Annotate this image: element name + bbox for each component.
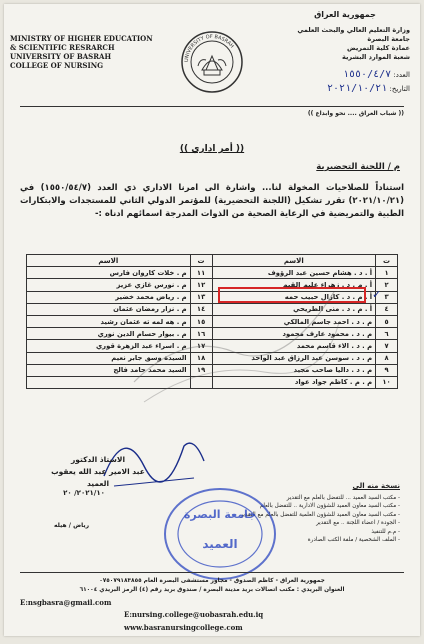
highlight-box [218, 287, 366, 303]
committee-table [26, 254, 398, 389]
member-name: م . رياض محمد خضير [27, 291, 191, 303]
dean-line: العميد [86, 479, 110, 488]
member-name: م . نزار رمضان عثمان [27, 303, 191, 315]
number-label: العدد: [393, 71, 410, 79]
date-value: ٢٠٢١/١٠/٢١ [327, 83, 388, 94]
member-name: م . نورس غازي عزيز [27, 279, 191, 291]
header-ar-line: جامعة البصرة [367, 35, 410, 43]
member-name: م . م . كاظم جواد عواد [212, 376, 376, 388]
number-value: ١٥٥٠/٤/٧ [342, 69, 392, 80]
header-divider [20, 106, 404, 107]
table-row [27, 303, 398, 315]
row-number: ١١ [190, 267, 212, 279]
row-number: ١ [376, 267, 398, 279]
row-number: ١٣ [190, 291, 212, 303]
list-item: - مكتب السيد معاون العميد للشؤون العلمية للتفضل بالعلم مع التقدير [210, 511, 400, 519]
row-number: ٣ [376, 291, 398, 303]
member-name: م . اسراء عبد الزهرة قوري [27, 340, 191, 352]
member-name: م . خلات كاروان فارس [27, 267, 191, 279]
list-item: - مكتب السيد العميد ... للتفضل بالعلم مع التقدير [210, 494, 400, 502]
member-name: م . د . داليا صاحب مجيد [212, 364, 376, 376]
header-en-line: & SCIENTIFIC RESRARCH [10, 43, 115, 52]
member-name: السيدة وسق جابر نعيم [27, 352, 191, 364]
dean-block [28, 454, 168, 490]
row-number: ١٠ [376, 376, 398, 388]
row-number [190, 376, 212, 388]
member-name: أ . م . د . منى الطريحي [212, 303, 376, 315]
header-ar-line: عمادة كلية التمريض [347, 44, 410, 52]
official-stamp [160, 474, 280, 594]
name-header: الاسم [27, 255, 191, 267]
list-item: - الملف الشخصية / ملفة الكتب الصادرة [210, 536, 400, 544]
member-name: أ . م . د . زهراء عليم القيم [212, 279, 376, 291]
row-number: ١٥ [190, 315, 212, 327]
footer-postal: العنوان البريدي : مكتب اتصالات بريد مدينة البصرة / صندوق بريد رقم (٤) الرمز البريدي ٦١٠٠٤ [79, 587, 345, 593]
republic-label: جمهورية العراق [314, 10, 376, 19]
row-number: ٥ [376, 315, 398, 327]
stamp-sub: العميد [202, 537, 238, 551]
table-row [27, 364, 398, 376]
member-name: م . د . محمود عارف محمود [212, 328, 376, 340]
row-number: ١٢ [190, 279, 212, 291]
row-number: ١٧ [190, 340, 212, 352]
row-number: ٩ [376, 364, 398, 376]
header-english [10, 34, 160, 70]
row-number: ٢ [376, 279, 398, 291]
copies-title: نسخة منه الى [352, 482, 400, 490]
row-number: ١٦ [190, 328, 212, 340]
member-name: السيد محمد حامد فالح [27, 364, 191, 376]
table-row [27, 328, 398, 340]
number-line [270, 68, 410, 82]
header-en-line: MINISTRY OF HIGHER EDUCATION [10, 34, 153, 43]
table-row [27, 376, 398, 388]
footer-address: جمهورية العراق - كاظم الصدوق - مجاور مستشفى البصرة العام ٠٧٥٠٧٩١٨٣٨٥٥ [99, 578, 325, 584]
member-name: أ . د . هشام حسين عبد الرؤوف [212, 267, 376, 279]
table-row [27, 315, 398, 327]
university-logo [180, 30, 244, 94]
member-name [27, 376, 191, 388]
stamp-text: جامعة البصرة [183, 508, 257, 521]
header-ar-line: شعبة الموارد البشرية [342, 53, 410, 61]
order-body: استناداً للصلاحيات المخولة لنا... واشارة الى امرنا الاداري ذي العدد (١٥٥٠/٥٤/٧) في (٢٠٢١/١٠/٢١) تقرر تشكيل (اللجنة التحضيرية) للمؤتمر الدولي الثاني للمستجدات والابتكارات الطبية والتمريضية في الرعاية الصحية من الذوات المدرجة اسمائهم ادناه :- [20, 183, 404, 219]
footer-divider [20, 572, 404, 573]
footer-email-1: E:nsgbasra@gmail.com [20, 598, 112, 607]
row-number: ٤ [376, 303, 398, 315]
dean-line: عبد الامير عبد الله يعقوب [51, 467, 145, 476]
table-row [27, 267, 398, 279]
row-number: ١٩ [190, 364, 212, 376]
list-item: - مكتب السيد معاون العميد للشؤون الادارية .. للتفضل بالعلم [210, 502, 400, 510]
footer-email-2: E:nursing.college@uobasrah.edu.iq [124, 610, 264, 619]
row-number: ١٨ [190, 352, 212, 364]
member-name: م . بيوار حسام الدين نوري [27, 328, 191, 340]
header-en-line: COLLEGE OF NURSING [10, 61, 104, 70]
row-number: ٨ [376, 352, 398, 364]
order-title: (( أمر اداري )) [179, 144, 245, 154]
seq-header: ت [190, 255, 212, 267]
list-item: - الجودة / اعضاء اللجنة .. مع التقدير [210, 519, 400, 527]
member-name: م . هه لمه ته عثمان رشيد [27, 315, 191, 327]
table-row [27, 340, 398, 352]
header-arabic [270, 26, 410, 62]
member-name: م . د . سوسن عبد الرزاق عبد الواحد [212, 352, 376, 364]
footer-website: www.basranursingcollege.com [124, 623, 243, 632]
member-name: م . د . الاء قاسم محمد [212, 340, 376, 352]
member-name: م . د . احمد جاسم المالكي [212, 315, 376, 327]
row-number: ٧ [376, 340, 398, 352]
document-page [4, 4, 420, 636]
row-number: ١٤ [190, 303, 212, 315]
checkmark-icon: ✓ [372, 288, 382, 301]
date-line [270, 82, 410, 96]
slogan: (( شباب العراق .... نحو وابداع )) [307, 110, 404, 117]
seq-header: ت [376, 255, 398, 267]
header-en-line: UNIVERSITY OF BASRAH [10, 52, 112, 61]
table-row [27, 352, 398, 364]
member-name: أ . م . د . كازال حبيب حمه [212, 291, 376, 303]
order-subject: م / اللجنة التحضيرية [316, 162, 400, 172]
header-ar-line: وزارة التعليم العالي والبحث العلمي [297, 26, 410, 34]
typist-initials: رياض / هيله [54, 522, 90, 529]
table-header-row [27, 255, 398, 267]
dean-line: الاستاذ الدكتور [70, 455, 126, 464]
row-number: ٦ [376, 328, 398, 340]
date-label: التاريخ: [389, 85, 410, 93]
logo-text: UNIVERSITY OF BASRAH [183, 33, 235, 63]
name-header: الاسم [212, 255, 376, 267]
signature-date: ٢٠٢١/١٠/ ٢٠ [63, 489, 105, 497]
list-item: - م.م للتنفيذ [210, 528, 400, 536]
reference-block [270, 68, 410, 96]
